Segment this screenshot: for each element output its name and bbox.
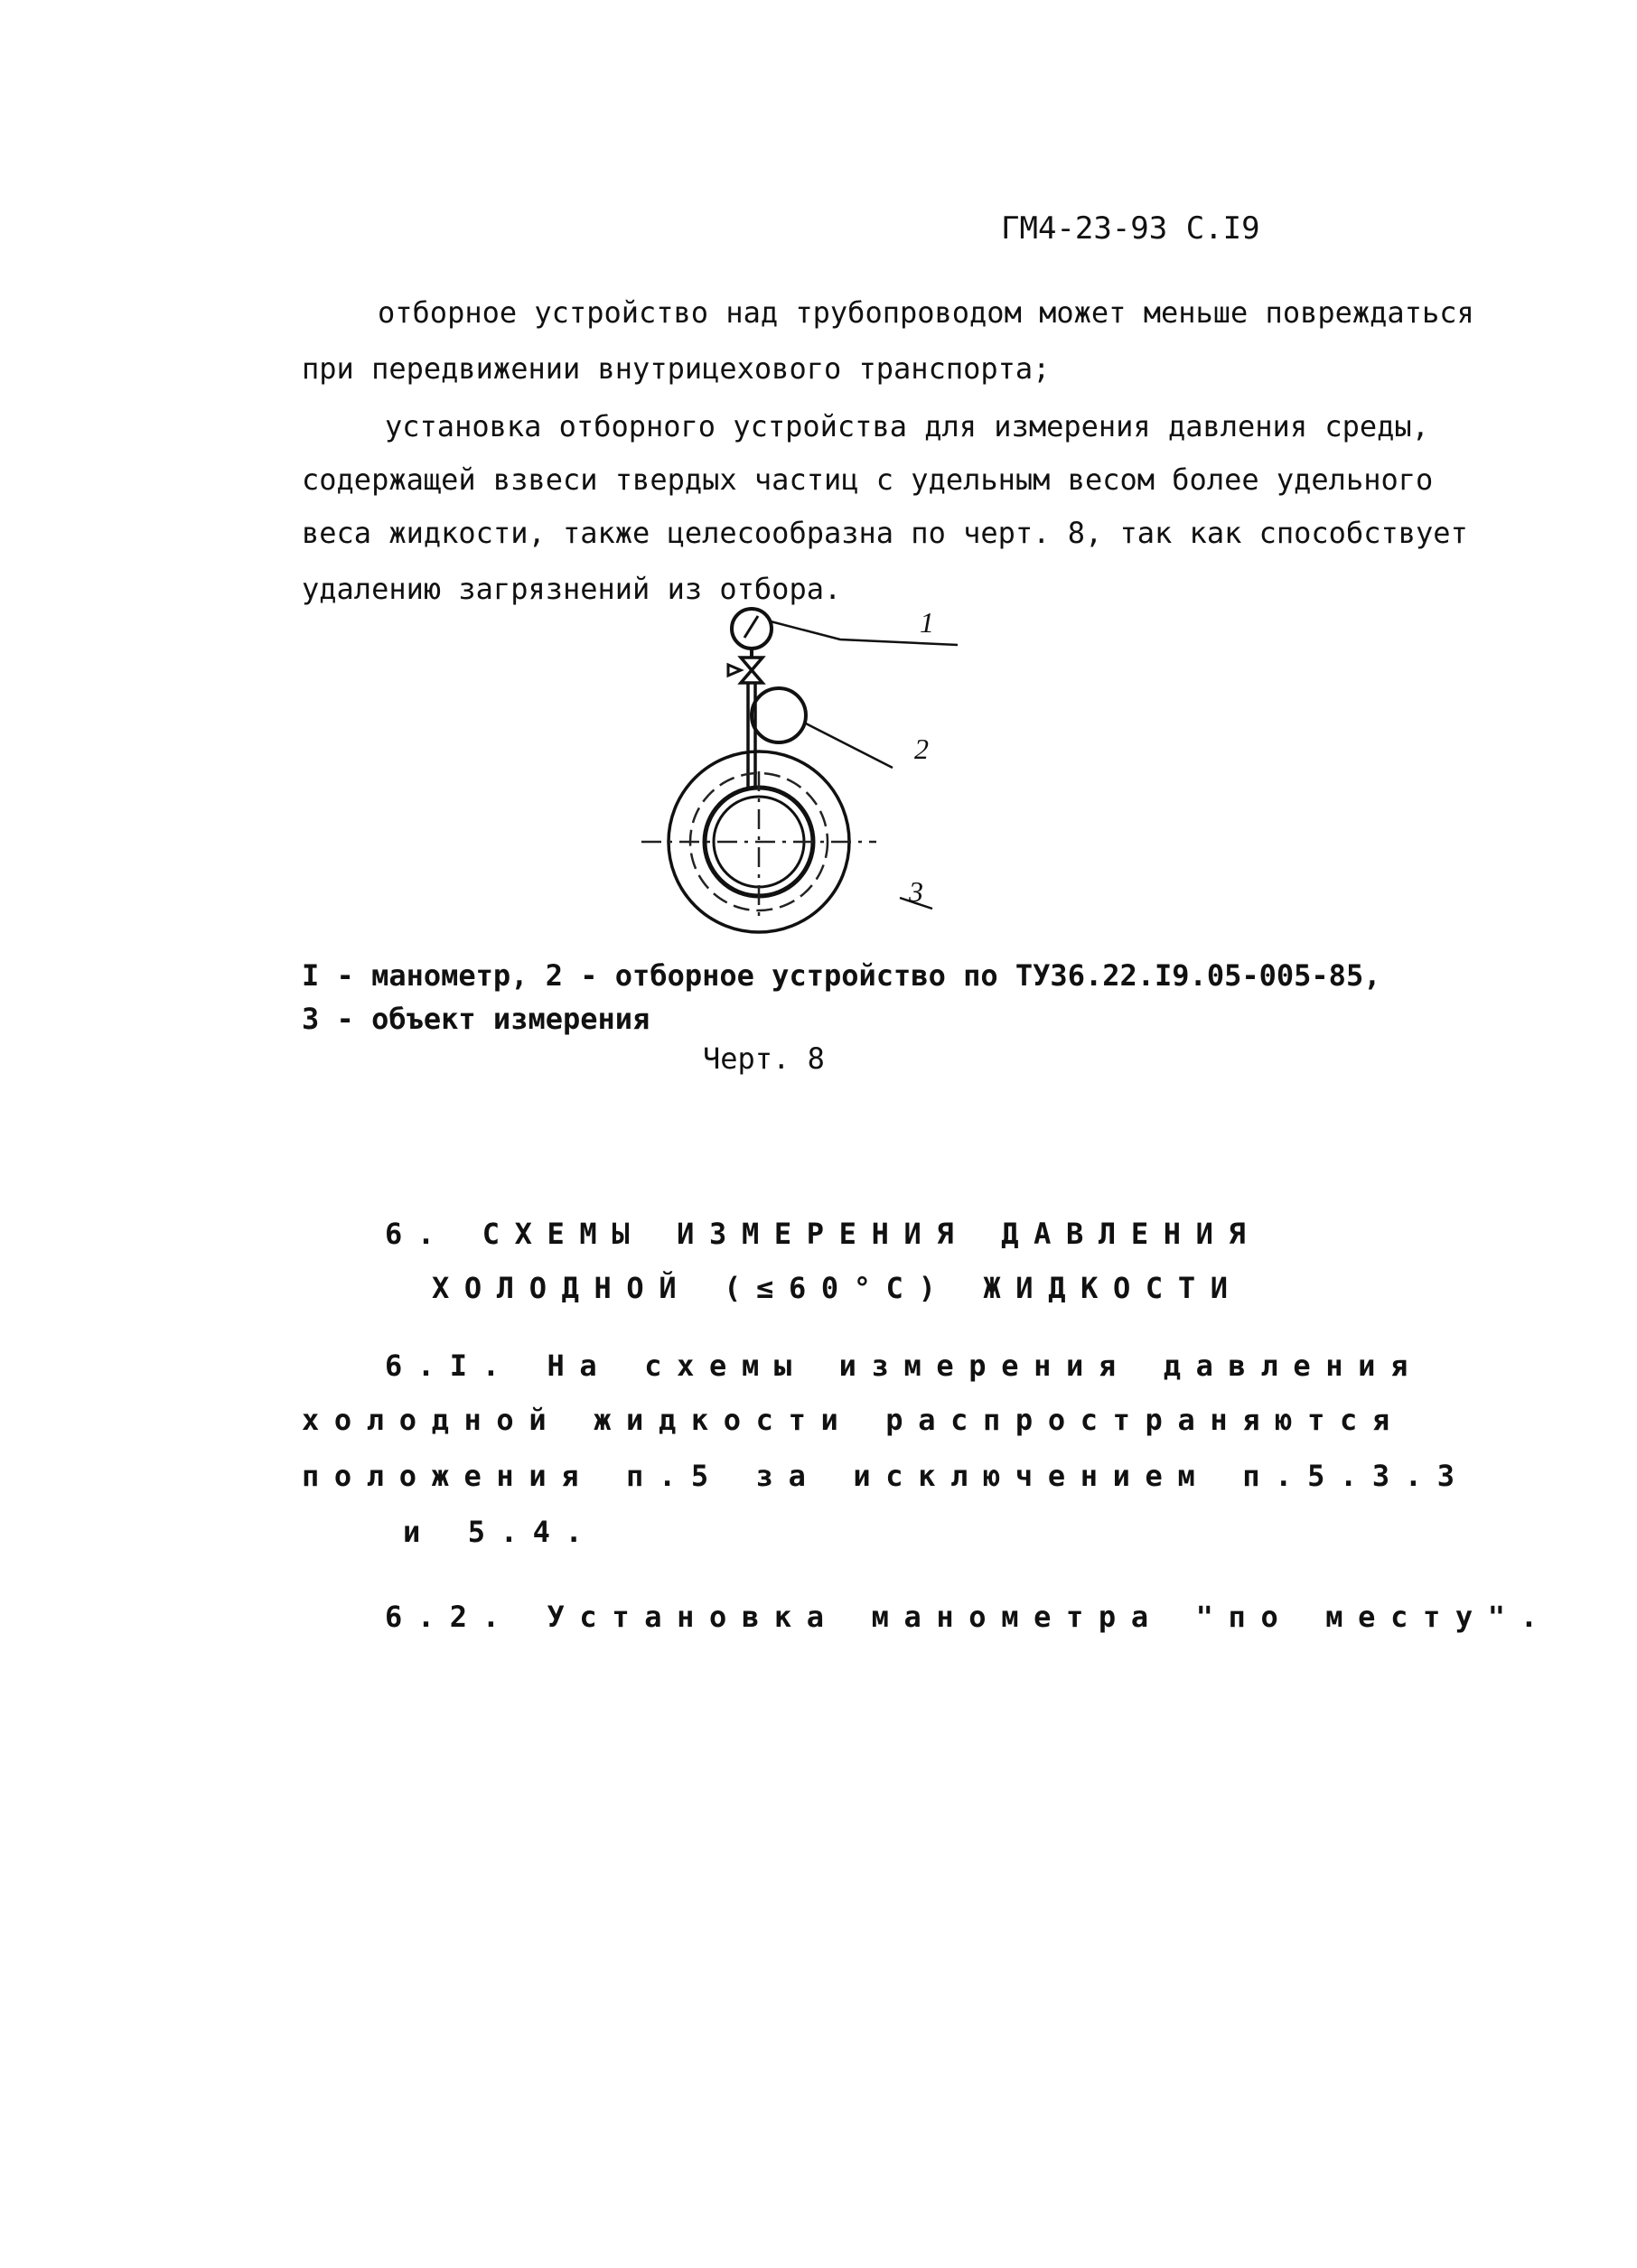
paragraph-2-line-2: содержащей взвеси твердых частиц с удельным весом более удельного — [302, 462, 1434, 497]
manometer-icon — [732, 609, 772, 658]
figure-legend-line-2: 3 - объект измерения — [302, 1002, 650, 1036]
page-header-code: ГМ4-23-93 С.I9 — [1001, 210, 1260, 247]
figure-8-drawing — [578, 578, 976, 966]
paragraph-2-line-3: веса жидкости, также целесообразна по черт. 8, так как способствует — [302, 516, 1468, 550]
paragraph-6-1-line-4: и 5.4. — [403, 1515, 598, 1549]
paragraph-6-1-line-2: холодной жидкости распространяются — [302, 1403, 1405, 1437]
paragraph-1-line-1: отборное устройство над трубопроводом может меньше повреждаться — [378, 295, 1474, 330]
figure-legend-line-1: I - манометр, 2 - отборное устройство по ТУ36.22.I9.05-005-85, — [302, 958, 1381, 993]
figure-caption: Черт. 8 — [703, 1041, 825, 1076]
measured-object-pipe — [641, 751, 876, 932]
paragraph-6-1-line-3: положения п.5 за исключением п.5.3.3 — [302, 1459, 1470, 1493]
callout-2: 2 — [914, 733, 929, 765]
callout-1: 1 — [920, 606, 934, 639]
sampling-device-pipe — [748, 683, 806, 788]
paragraph-1-line-2: при передвижении внутрицехового транспорта; — [302, 351, 1051, 386]
paragraph-2-line-1: установка отборного устройства для измерения давления среды, — [385, 409, 1429, 443]
paragraph-6-1-line-1: 6.I. На схемы измерения давления — [385, 1349, 1423, 1383]
paragraph-6-2: 6.2. Установка манометра "по месту". — [385, 1600, 1553, 1634]
shutoff-valve-icon — [728, 658, 762, 683]
section-6-title-line-2: ХОЛОДНОЙ (≤60°С) ЖИДКОСТИ — [432, 1271, 1243, 1305]
leader-line-2 — [804, 723, 893, 768]
section-6-title-line-1: 6. СХЕМЫ ИЗМЕРЕНИЯ ДАВЛЕНИЯ — [385, 1217, 1261, 1251]
paragraph-2-line-4: удалению загрязнений из отбора. — [302, 572, 842, 606]
callout-3: 3 — [909, 875, 923, 908]
